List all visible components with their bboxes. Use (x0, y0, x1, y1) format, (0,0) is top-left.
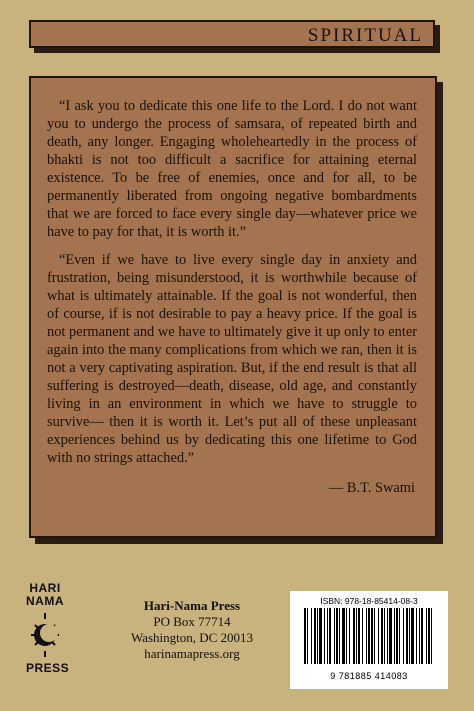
logo-word-hari: HARI (29, 581, 61, 595)
barcode-bars (298, 608, 440, 666)
quote-attribution: — B.T. Swami (328, 480, 415, 496)
barcode-bar (329, 608, 331, 664)
barcode-bar (368, 608, 370, 664)
barcode-bar (317, 608, 318, 664)
barcode-bar (431, 608, 432, 664)
barcode-bar (356, 608, 357, 664)
barcode-bar (336, 608, 338, 664)
barcode-bar (307, 608, 308, 664)
barcode-bar (324, 608, 325, 664)
barcode-bar (396, 608, 398, 664)
publisher-logo (26, 581, 70, 694)
barcode-bar (411, 608, 414, 664)
barcode-bar (334, 608, 335, 664)
barcode-bar (366, 608, 367, 664)
barcode-bar (406, 608, 408, 664)
quote-panel (29, 76, 437, 538)
barcode-bar (353, 608, 355, 664)
quote-paragraph-1: “I ask you to dedicate this one life to the Lord. I do not want you to undergo the process of samsara, of repeated birth and death, any longer. Engaging wholeheartedly in the process of bhakti is not too difficult a sacrifice for attaining eternal existence. To be free of enemies, once and for all, to be permanently liberated from ongoing negative bombardments that we are forced to face every single day—whatever price we have to pay for that, it is worth it.” (47, 98, 417, 240)
barcode-bar (319, 608, 322, 664)
category-banner (29, 20, 435, 48)
barcode-bar (409, 608, 410, 664)
barcode-bar (339, 608, 340, 664)
barcode-bar (428, 608, 430, 664)
barcode-bar (419, 608, 420, 664)
logo-word-nama: NAMA (26, 594, 64, 608)
barcode-bar (327, 608, 328, 664)
category-label: SPIRITUAL (307, 25, 423, 46)
barcode-bar (362, 608, 363, 664)
publisher-info (92, 598, 292, 662)
barcode-bar (342, 608, 345, 664)
quote-paragraph-2: “Even if we have to live every single day in anxiety and frustration, being misunderstood, it is worthwhile because of what is ultimately attainable. If the goal is not wonderful, then of course, if is not desirable to pay a heavy price. If the goal is not permanent and we have to ultimately give it up only to enter again into the many complications from which we ran, then it is not a very captivating aspiration. But, if the end result is that all suffering is destroyed—death, disease, old age, and constantly living in an environment in which we have to struggle to survive— then it is worth it. Let’s put all of these unpleasant experiences behind us by dedicating this one lifetime to God with no strings attached.” (47, 252, 417, 466)
barcode-bar (378, 608, 379, 664)
barcode-bar (374, 608, 375, 664)
barcode-bar (426, 608, 427, 664)
publisher-address-line-1: PO Box 77714 (153, 614, 231, 629)
publisher-address-line-2: Washington, DC 20013 (130, 630, 254, 645)
logo-word-press: PRESS (26, 661, 70, 675)
barcode-bar (311, 608, 312, 664)
publisher-name: Hari-Nama Press (143, 598, 241, 613)
barcode-bar (421, 608, 423, 664)
barcode-bar (346, 608, 347, 664)
barcode-digits: 9 781885 414083 (330, 671, 408, 681)
barcode-bar (314, 608, 316, 664)
isbn-barcode (290, 591, 448, 689)
publisher-website: harinamapress.org (144, 646, 240, 661)
barcode-bar (349, 608, 350, 664)
barcode-bar (389, 608, 392, 664)
barcode-bar (304, 608, 306, 664)
sun-moon-icon (28, 610, 62, 660)
barcode-bar (371, 608, 373, 664)
barcode-bar (387, 608, 388, 664)
barcode-bar (358, 608, 360, 664)
barcode-bar (399, 608, 400, 664)
barcode-bar (403, 608, 404, 664)
barcode-bar (384, 608, 385, 664)
isbn-label: ISBN: 978-18-85414-08-3 (320, 596, 418, 606)
barcode-bar (394, 608, 395, 664)
barcode-bar (416, 608, 417, 664)
barcode-bar (381, 608, 383, 664)
